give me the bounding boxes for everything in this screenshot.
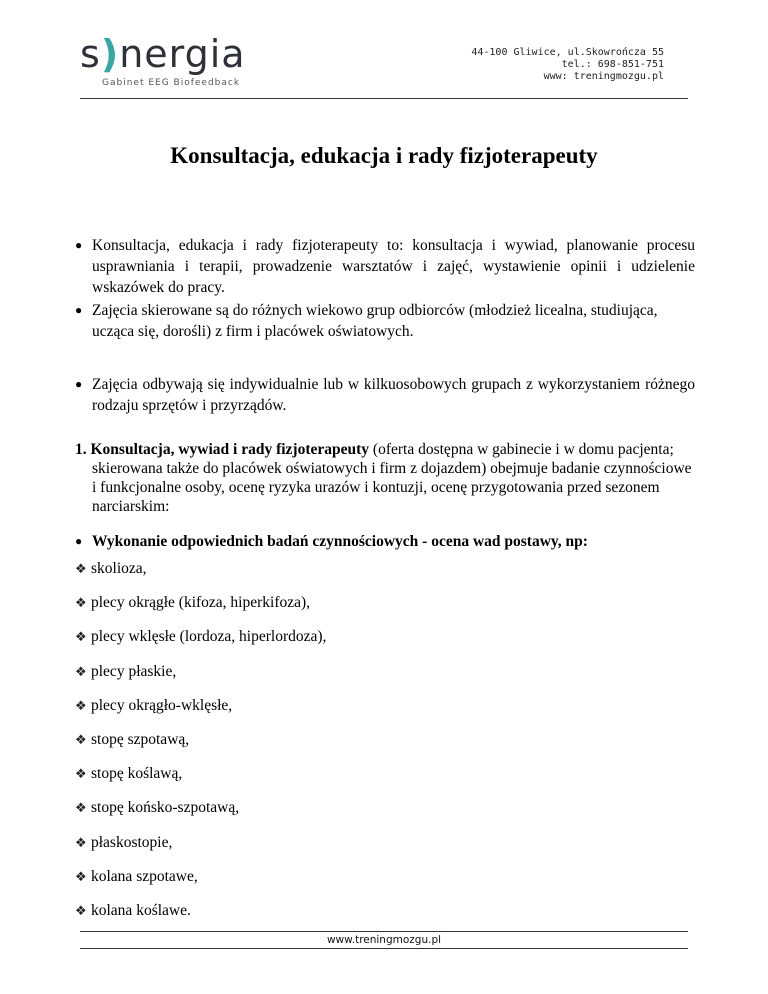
list-item: ❖ kolana koślawe.: [75, 901, 326, 935]
list-item: ❖ stopę końsko-szpotawą,: [75, 798, 326, 832]
diamond-icon: ❖: [75, 767, 87, 783]
contact-phone: tel.: 698-851-751: [561, 59, 664, 70]
numbered-item-text: (oferta dostępna w gabinecie i w domu pacjenta; skierowana także do placówek oświatowych i firm z dojazdem) obejmuje badanie czynnościowe i funkcjonalne osoby, ocenę ryzyka urazów i kontuzji, ocenę przygotowania przed sezonem narciarskim:: [92, 441, 692, 515]
bullet-item: [75, 235, 695, 298]
list-item: ❖ plecy okrągłe (kifoza, hiperkifoza),: [75, 593, 326, 627]
diamond-icon: ❖: [75, 903, 87, 919]
footer-divider-top: [80, 931, 688, 932]
list-item: ❖ stopę koślawą,: [75, 764, 326, 798]
contact-address: 44-100 Gliwice, ul.Skowrończa 55: [471, 47, 664, 58]
diamond-icon: ❖: [75, 596, 87, 612]
diamond-icon: ❖: [75, 562, 87, 577]
list-item: ❖ skolioza,: [75, 559, 326, 593]
diamond-icon: ❖: [75, 732, 87, 748]
diamond-icon: ❖: [75, 630, 87, 646]
posture-defects-list: [75, 559, 326, 935]
list-item: ❖ stopę szpotawą,: [75, 730, 326, 764]
bold-bullet-item: [75, 531, 695, 552]
bullet-item: [75, 374, 695, 416]
bullet-text: Wykonanie odpowiednich badań czynnościowych - ocena wad postawy, np:: [92, 533, 588, 550]
logo: [80, 34, 250, 94]
diamond-icon: ❖: [75, 664, 87, 680]
list-item: ❖ plecy płaskie,: [75, 662, 326, 696]
bullet-icon: ●: [75, 303, 83, 317]
page-title: Konsultacja, edukacja i rady fizjoterapeuty: [170, 143, 598, 168]
bullet-icon: ●: [75, 238, 83, 252]
bullet-text: Konsultacja, edukacja i rady fizjoterapeuty to: konsultacja i wywiad, planowanie procesu usprawniania i terapii, prowadzenie warsztatów i zajęć, wystawienie opinii i udzielenie wskazówek do pracy.: [92, 237, 695, 296]
bullet-icon: ●: [75, 534, 83, 548]
logo-wordmark: s)nergia: [80, 32, 246, 76]
list-item: ❖ kolana szpotawe,: [75, 867, 326, 901]
diamond-icon: ❖: [75, 869, 87, 885]
footer-website: www.treningmozgu.pl: [326, 934, 442, 946]
list-item: ❖ plecy okrągło-wklęsłe,: [75, 696, 326, 730]
contact-website: www: treningmozgu.pl: [543, 71, 664, 82]
bullet-text: Zajęcia skierowane są do różnych wiekowo grup odbiorców (młodzież licealna, studiująca, ucząca się, dorośli) z firm i placówek oświatowych.: [92, 302, 658, 340]
bullet-icon: ●: [75, 377, 83, 391]
bullet-item: [75, 300, 695, 342]
footer-divider-bottom: [80, 948, 688, 949]
bullet-text: Zajęcia odbywają się indywidualnie lub w kilkuosobowych grupach z wykorzystaniem różnego rodzaju sprzętów i przyrządów.: [92, 376, 695, 414]
diamond-icon: ❖: [75, 801, 87, 817]
diamond-icon: ❖: [75, 698, 87, 714]
list-item: ❖ plecy wklęsłe (lordoza, hiperlordoza),: [75, 627, 326, 661]
list-item: ❖ płaskostopie,: [75, 833, 326, 867]
numbered-item-number: 1.: [75, 441, 87, 458]
header-divider: [80, 98, 688, 99]
diamond-icon: ❖: [75, 835, 87, 851]
logo-subtitle: Gabinet EEG Biofeedback: [102, 78, 241, 88]
contact-info: [471, 47, 664, 83]
numbered-item: [75, 440, 695, 516]
numbered-item-heading: Konsultacja, wywiad i rady fizjoterapeuty: [90, 441, 370, 458]
